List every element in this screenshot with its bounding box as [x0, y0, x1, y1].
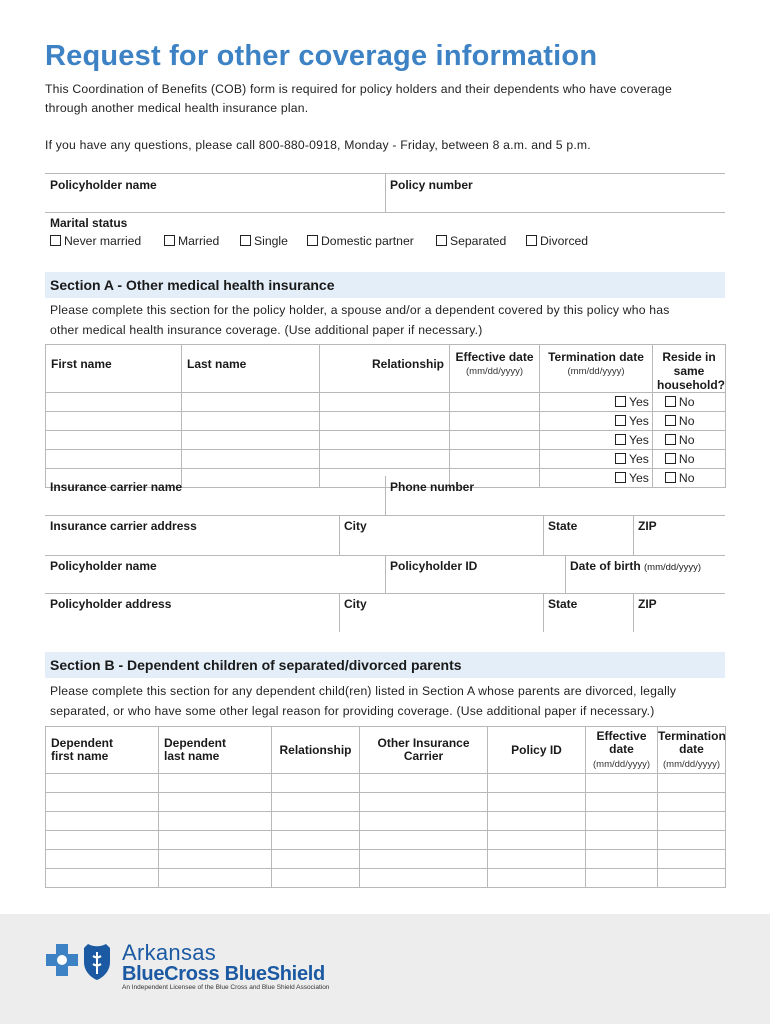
- header-other-carrier: Other Insurance Carrier: [360, 727, 488, 774]
- section-a-table: [45, 344, 726, 488]
- city-label-2: City: [344, 597, 367, 611]
- no-option[interactable]: No: [665, 414, 695, 428]
- table-row: [46, 812, 726, 831]
- option-divorced[interactable]: Divorced: [526, 234, 588, 248]
- zip-label: ZIP: [638, 519, 657, 533]
- yes-option[interactable]: Yes: [615, 414, 649, 428]
- header-termination-date: Termination date (mm/dd/yyyy): [540, 345, 653, 393]
- no-option[interactable]: No: [665, 452, 695, 466]
- carrier-name-label: Insurance carrier name: [50, 480, 183, 494]
- table-row: [46, 831, 726, 850]
- no-option[interactable]: No: [665, 433, 695, 447]
- table-row: [46, 450, 726, 469]
- policyholder-row: [45, 173, 725, 213]
- carrier-address-label: Insurance carrier address: [50, 519, 197, 533]
- yes-option[interactable]: Yes: [615, 452, 649, 466]
- option-never-married[interactable]: Never married: [50, 234, 141, 248]
- section-a-text: Please complete this section for the policy holder, a spouse and/or a dependent covered by this policy who has other medical health insurance coverage. (Use additional paper if necessary.): [50, 303, 670, 337]
- option-domestic-partner[interactable]: Domestic partner: [307, 234, 414, 248]
- date-of-birth-label: Date of birth (mm/dd/yyyy): [570, 559, 702, 573]
- table-row: [46, 393, 726, 412]
- marital-status-label: Marital status: [50, 216, 128, 230]
- section-b-text: Please complete this section for any dependent child(ren) listed in Section A whose parents are divorced, legally separated, or who have some other legal reason for providing coverage. (Use additional paper if necessary.): [50, 684, 677, 718]
- section-b-table: [45, 726, 726, 888]
- checkbox[interactable]: [307, 235, 318, 246]
- section-b-heading: Section B - Dependent children of separated/divorced parents: [45, 652, 725, 678]
- carrier-address-row: [45, 516, 725, 556]
- table-row: [46, 869, 726, 888]
- intro-line-2: through another medical health insurance plan.: [45, 101, 309, 115]
- option-single[interactable]: Single: [240, 234, 288, 248]
- checkbox[interactable]: [436, 235, 447, 246]
- header-policy-id: Policy ID: [488, 727, 586, 774]
- intro-text: [45, 80, 735, 118]
- yes-option[interactable]: Yes: [615, 471, 649, 485]
- section-a-heading: Section A - Other medical health insurance: [45, 272, 725, 298]
- marital-status-row: [45, 213, 725, 253]
- intro-line-1: This Coordination of Benefits (COB) form is required for policy holders and their dependents who have coverage: [45, 82, 672, 96]
- table-row: [46, 774, 726, 793]
- policyholder-id-row: [45, 556, 725, 594]
- policyholder-address-row: [45, 594, 725, 632]
- header-first-name: First name: [46, 345, 182, 393]
- no-option[interactable]: No: [665, 471, 695, 485]
- header-last-name: Last name: [182, 345, 320, 393]
- header-reside-household: Reside in same household?: [653, 345, 726, 393]
- checkbox[interactable]: [526, 235, 537, 246]
- policyholder-id-label: Policyholder ID: [390, 559, 478, 573]
- option-separated[interactable]: Separated: [436, 234, 506, 248]
- city-label: City: [344, 519, 367, 533]
- bluecross-blueshield-logo-icon: [44, 940, 116, 988]
- carrier-name-row: [45, 476, 725, 516]
- header-relationship: Relationship: [320, 345, 450, 393]
- checkbox[interactable]: [164, 235, 175, 246]
- header-effective-date-b: Effective date (mm/dd/yyyy): [586, 727, 658, 774]
- header-dependent-first-name: Dependent first name: [46, 727, 159, 774]
- policyholder-address-label: Policyholder address: [50, 597, 172, 611]
- brand-arkansas: Arkansas: [122, 940, 217, 965]
- policyholder-name-label-a: Policyholder name: [50, 559, 157, 573]
- table-row: [46, 412, 726, 431]
- phone-number-label: Phone number: [390, 480, 475, 494]
- policy-number-label: Policy number: [390, 178, 473, 192]
- checkbox[interactable]: [50, 235, 61, 246]
- table-row: [46, 793, 726, 812]
- brand-name: BlueCross BlueShield: [122, 963, 325, 985]
- zip-label-2: ZIP: [638, 597, 657, 611]
- policyholder-name-label: Policyholder name: [50, 178, 157, 192]
- footer: [0, 914, 770, 1024]
- checkbox[interactable]: [240, 235, 251, 246]
- option-married[interactable]: Married: [164, 234, 219, 248]
- yes-option[interactable]: Yes: [615, 433, 649, 447]
- questions-text: If you have any questions, please call 800-880-0918, Monday - Friday, between 8 a.m. and 5 p.m.: [45, 138, 591, 152]
- state-label: State: [548, 519, 578, 533]
- page-title: Request for other coverage information: [45, 40, 598, 72]
- state-label-2: State: [548, 597, 578, 611]
- divider: [385, 174, 386, 213]
- header-termination-date-b: Termination date (mm/dd/yyyy): [658, 727, 726, 774]
- yes-option[interactable]: Yes: [615, 395, 649, 409]
- no-option[interactable]: No: [665, 395, 695, 409]
- table-row: [46, 850, 726, 869]
- table-row: [46, 431, 726, 450]
- brand-tagline: An Independent Licensee of the Blue Cross and Blue Shield Association: [122, 984, 330, 991]
- header-effective-date: Effective date (mm/dd/yyyy): [450, 345, 540, 393]
- header-relationship-b: Relationship: [272, 727, 360, 774]
- header-dependent-last-name: Dependent last name: [159, 727, 272, 774]
